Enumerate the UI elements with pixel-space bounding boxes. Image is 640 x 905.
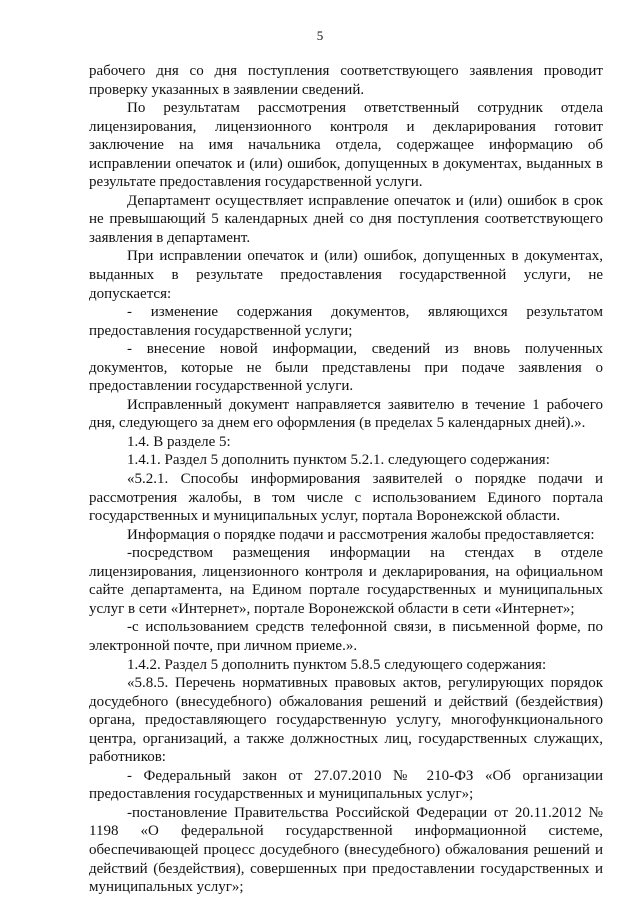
paragraph: 1.4.1. Раздел 5 дополнить пунктом 5.2.1. следующего содержания: (127, 452, 550, 469)
paragraph: рабочего дня со дня поступления соответствующего заявления проводит проверку указанных в заявлении сведений. (89, 63, 603, 98)
paragraph: Департамент осуществляет исправление опечаток и (или) ошибок в срок не превышающий 5 календарных дней со дня поступления соответствующего заявления в департамент. (89, 192, 603, 246)
paragraph: По результатам рассмотрения ответственный сотрудник отдела лицензирования, лицензионного контроля и декларирования готовит заключение на имя начальника отдела, содержащее информацию об исправлении опечаток и (или) ошибок, допущенных в документах, выданных в результате предоставления государственной услуги. (89, 100, 603, 191)
page-number: 5 (316, 28, 324, 43)
paragraph: 1.4. В разделе 5: (127, 433, 231, 450)
paragraph: -посредством размещения информации на стендах в отделе лицензирования, лицензионного контроля и декларирования, на официальном сайте департамента, на Едином портале государственных и муниципальных услуг в сети «Интернет», портале Воронежской области в сети «Интернет»; (89, 545, 603, 617)
paragraph: -постановление Правительства Российской Федерации от 20.11.2012 № 1198 «О федеральной государственной информационной системе, обеспечивающей процесс досудебного (внесудебного) обжалования решений и действий (бездействия), совершенных при предоставлении государственных и муниципальных услуг»; (89, 804, 603, 896)
paragraph: Исправленный документ направляется заявителю в течение 1 рабочего дня, следующего за днем его оформления (в пределах 5 календарных дней).». (89, 396, 603, 432)
paragraph: - Федеральный закон от 27.07.2010 № 210-ФЗ «Об организации предоставления государственных и муниципальных услуг»; (89, 767, 603, 803)
paragraph: -с использованием средств телефонной связи, в письменной форме, по электронной почте, при личном приеме.». (89, 619, 603, 654)
paragraph: Информация о порядке подачи и рассмотрения жалобы предоставляется: (127, 526, 595, 543)
document-body (89, 62, 603, 897)
paragraph: При исправлении опечаток и (или) ошибок, допущенных в документах, выданных в результате предоставления государственной услуги, не допускается: (89, 248, 603, 302)
paragraph: - изменение содержания документов, являющихся результатом предоставления государственной услуги; (89, 304, 603, 339)
paragraph: «5.8.5. Перечень нормативных правовых актов, регулирующих порядок досудебного (внесудебного) обжалования решений и действий (бездействия) органа, предоставляющего государственную услугу, многофункционального центра, организаций, а также должностных лиц, государственных служащих, работников: (89, 675, 603, 766)
paragraph: - внесение новой информации, сведений из вновь полученных документов, которые не были представлены при подаче заявления о предоставлении государственной услуги. (89, 341, 603, 395)
paragraph: «5.2.1. Способы информирования заявителей о порядке подачи и рассмотрения жалобы, в том числе с использованием Единого портала государственных и муниципальных услуг, портала Воронежской области. (89, 471, 603, 525)
paragraph: 1.4.2. Раздел 5 дополнить пунктом 5.8.5 следующего содержания: (127, 656, 547, 673)
